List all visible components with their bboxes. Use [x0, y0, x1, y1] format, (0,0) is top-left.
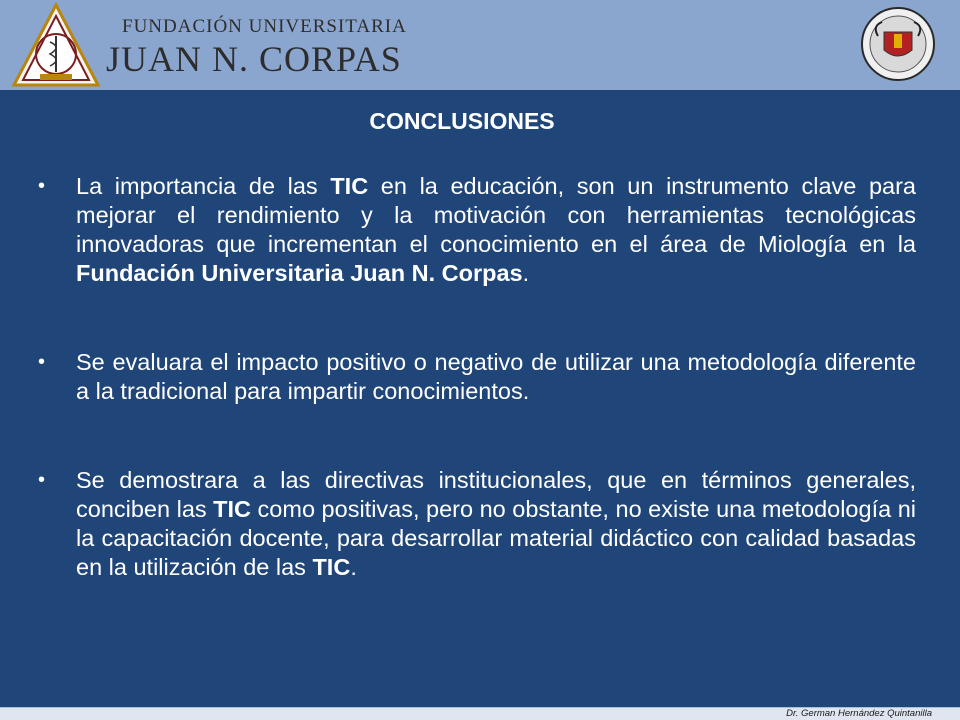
bullet-icon: • [38, 469, 46, 491]
institution-name-line2: JUAN N. CORPAS [106, 39, 402, 79]
bullet-item-1 [36, 172, 916, 288]
highlight-tic: TIC [330, 173, 369, 199]
bullet-item-2 [36, 348, 916, 406]
bullet-text: Se evaluara el impacto positivo o negativo de utilizar una metodología diferente a la tradicional para impartir conocimientos. [76, 349, 916, 404]
bullet-item-3 [36, 466, 916, 582]
university-seal-logo [860, 6, 936, 82]
bullet-icon: • [38, 351, 46, 373]
slide-title: CONCLUSIONES [369, 108, 555, 134]
highlight-institution: Fundación Universitaria Juan N. Corpas [76, 260, 523, 286]
conclusions-list [36, 172, 916, 582]
institution-name-line1: FUNDACIÓN UNIVERSITARIA [122, 16, 407, 37]
author-credit: Dr. German Hernández Quintanilla [786, 708, 932, 719]
header-banner [0, 0, 960, 90]
corpas-emblem-logo [10, 2, 102, 88]
highlight-tic: TIC [213, 496, 252, 522]
bullet-icon: • [38, 175, 46, 197]
bullet-text: La importancia de las TIC en la educación, son un instrumento clave para mejorar el rendimiento y la motivación con herramientas tecnológicas innovadoras que incrementan el conocimiento en el área de Miología en la Fundación Universitaria Juan N. Corpas. [76, 173, 917, 286]
bullet-text: Se demostrara a las directivas institucionales, que en términos generales, conciben las TIC como positivas, pero no obstante, no existe una metodología ni la capacitación docente, para desarrollar material didáctico con calidad basadas en la utilización de las TIC. [76, 467, 916, 580]
highlight-tic: TIC [312, 554, 351, 580]
